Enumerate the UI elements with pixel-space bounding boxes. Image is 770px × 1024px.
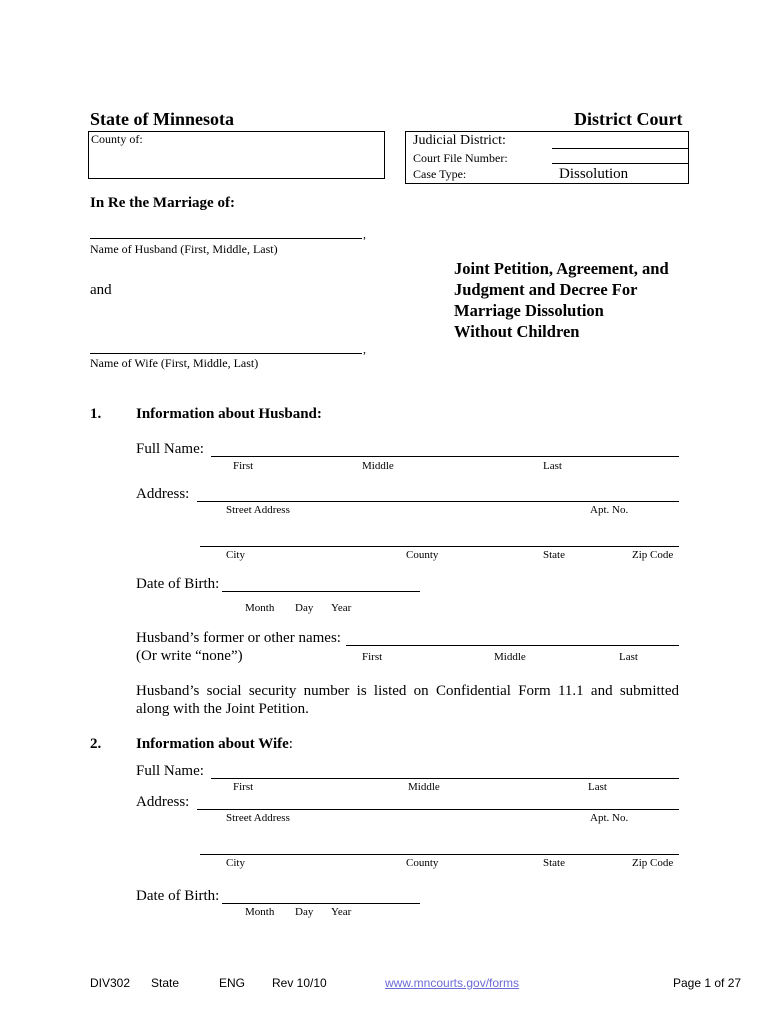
and-text: and [90, 282, 112, 298]
title-line: Joint Petition, Agreement, and [454, 259, 669, 278]
husband-street-input[interactable] [197, 483, 679, 502]
case-info-box [405, 131, 689, 184]
case-type-label: Case Type: [413, 167, 467, 181]
case-type-value: Dissolution [559, 166, 629, 182]
footer-page: Page 1 of 27 [673, 976, 742, 990]
husband-dob-year: Year [331, 602, 352, 614]
footer-revision: Rev 10/10 [272, 976, 327, 990]
wife-dob-month: Month [245, 906, 275, 918]
wife-last-label: Last [588, 781, 607, 793]
document-title [454, 258, 669, 342]
footer-url-link[interactable]: www.mncourts.gov/forms [385, 976, 520, 990]
husband-full-name-label: Full Name: [136, 441, 204, 457]
wife-middle-label: Middle [408, 781, 440, 793]
wife-name-label: Name of Wife (First, Middle, Last) [90, 356, 259, 370]
in-re-heading: In Re the Marriage of: [90, 195, 235, 211]
husband-ssn-text-line2: along with the Joint Petition. [136, 701, 309, 717]
husband-former-names-input[interactable] [346, 627, 679, 646]
title-line: Without Children [454, 322, 580, 341]
judicial-district-line[interactable] [552, 148, 688, 149]
husband-or-write-none: (Or write “none”) [136, 648, 243, 664]
husband-city-line-input[interactable] [200, 528, 679, 547]
husband-ssn-text-line1: Husband’s social security number is listed on Confidential Form 11.1 and submitted [136, 683, 679, 699]
husband-middle-label: Middle [362, 460, 394, 472]
court-title: District Court [574, 109, 683, 129]
wife-street-input[interactable] [197, 791, 679, 810]
husband-former-names-label: Husband’s former or other names: [136, 630, 341, 646]
husband-address-label: Address: [136, 486, 190, 502]
county-label: County of: [91, 132, 143, 146]
state-title: State of Minnesota [90, 109, 234, 129]
husband-state-label: State [543, 549, 565, 561]
wife-county-label: County [406, 857, 439, 869]
court-file-number-label: Court File Number: [413, 151, 508, 165]
wife-zip-label: Zip Code [632, 857, 674, 869]
husband-dob-day: Day [295, 602, 314, 614]
husband-dob-month: Month [245, 602, 275, 614]
wife-dob-label: Date of Birth: [136, 888, 220, 904]
wife-street-label: Street Address [226, 812, 290, 824]
section2-heading [136, 736, 293, 753]
wife-full-name-input[interactable] [211, 760, 679, 779]
husband-comma: , [363, 227, 366, 241]
section2-number: 2. [90, 736, 102, 752]
section2-heading-colon: : [288, 736, 293, 752]
husband-name-label: Name of Husband (First, Middle, Last) [90, 242, 278, 256]
wife-name-line[interactable] [90, 353, 362, 354]
section1-number: 1. [90, 406, 102, 422]
wife-city-line-input[interactable] [200, 836, 679, 855]
county-box[interactable] [88, 131, 385, 179]
husband-dob-label: Date of Birth: [136, 576, 220, 592]
title-line: Marriage Dissolution [454, 301, 604, 320]
section2-heading-text: Information about Wife [136, 736, 289, 752]
footer-language: ENG [219, 976, 246, 990]
wife-full-name-label: Full Name: [136, 763, 204, 779]
husband-apt-label: Apt. No. [590, 504, 629, 516]
wife-first-label: First [233, 781, 254, 793]
husband-last-label: Last [543, 460, 562, 472]
husband-full-name-input[interactable] [211, 438, 679, 457]
wife-city-label: City [226, 857, 245, 869]
wife-dob-year: Year [331, 906, 352, 918]
wife-state-label: State [543, 857, 565, 869]
husband-former-last-label: Last [619, 651, 638, 663]
section1-heading: Information about Husband: [136, 406, 322, 422]
judicial-district-label: Judicial District: [413, 133, 506, 148]
husband-former-first-label: First [362, 651, 383, 663]
husband-county-label: County [406, 549, 439, 561]
husband-city-label: City [226, 549, 245, 561]
wife-dob-input[interactable] [222, 885, 420, 904]
title-line: Judgment and Decree For [454, 280, 638, 299]
footer-form-id: DIV302 [90, 976, 131, 990]
husband-street-label: Street Address [226, 504, 290, 516]
husband-first-label: First [233, 460, 254, 472]
court-file-number-line[interactable] [552, 163, 688, 164]
husband-dob-input[interactable] [222, 573, 420, 592]
wife-apt-label: Apt. No. [590, 812, 629, 824]
husband-former-middle-label: Middle [494, 651, 526, 663]
wife-address-label: Address: [136, 794, 190, 810]
wife-dob-day: Day [295, 906, 314, 918]
husband-name-line[interactable] [90, 238, 362, 239]
wife-comma: , [363, 342, 366, 356]
footer-jurisdiction: State [151, 976, 180, 990]
husband-zip-label: Zip Code [632, 549, 674, 561]
